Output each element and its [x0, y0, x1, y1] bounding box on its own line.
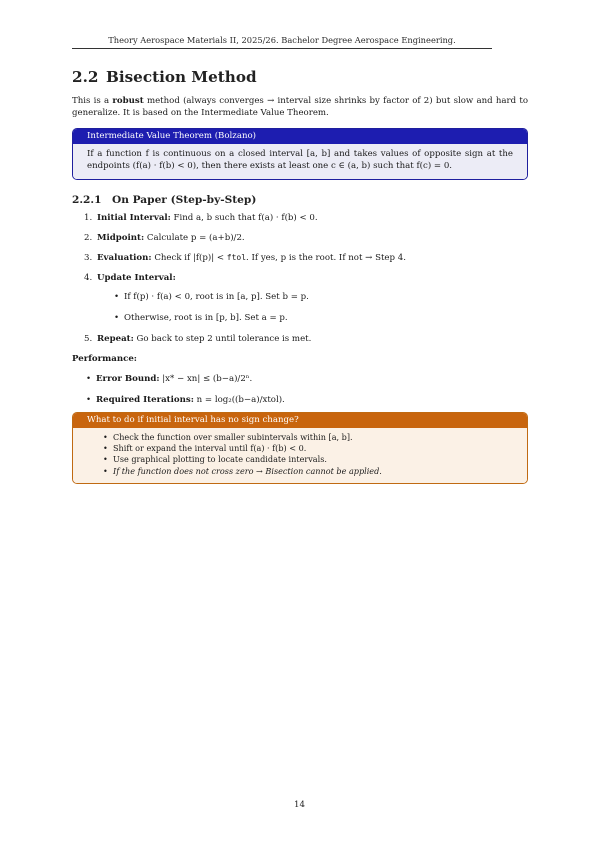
step-number: 4.: [84, 273, 93, 283]
code-ftol: ftol: [226, 253, 247, 262]
subsection-title: On Paper (Step-by-Step): [112, 194, 257, 206]
running-header: Theory Aerospace Materials II, 2025/26. Bachelor Degree Aerospace Engineering.: [72, 35, 492, 49]
intro-paragraph: [72, 95, 528, 120]
step-label: Update Interval:: [97, 273, 176, 283]
page-number: 14: [294, 800, 305, 810]
bullet-icon: •: [103, 443, 108, 454]
step-item: [84, 253, 528, 263]
bullet-icon: •: [86, 395, 92, 405]
tip-item: [103, 443, 513, 454]
bullet-item: [114, 313, 528, 323]
performance-label: Required Iterations:: [96, 395, 194, 405]
intro-text-pre: This is a: [72, 96, 113, 106]
tip-box-title: What to do if initial interval has no sign change?: [73, 413, 527, 428]
tip-box-body: [73, 428, 527, 483]
theorem-box: [72, 128, 528, 180]
bullet-item: [114, 292, 528, 302]
performance-list: [86, 374, 528, 405]
tip-text: If the function does not cross zero → Bisection cannot be applied.: [113, 465, 382, 476]
bullet-icon: •: [114, 313, 120, 323]
page-content: [72, 68, 528, 484]
tip-item: [103, 466, 513, 477]
section-title: Bisection Method: [106, 68, 257, 86]
theorem-box-title: Intermediate Value Theorem (Bolzano): [73, 129, 527, 144]
bullet-icon: •: [103, 432, 108, 442]
performance-heading: Performance:: [72, 354, 137, 364]
step-text: . If yes, p is the root. If not → Step 4.: [246, 253, 406, 263]
performance-label: Error Bound:: [96, 374, 160, 384]
section-number: 2.2: [72, 68, 99, 86]
bullet-text: Otherwise, root is in [p, b]. Set a = p.: [124, 313, 288, 323]
step-item: [84, 273, 528, 323]
step-text: Calculate p = (a+b)/2.: [144, 233, 245, 243]
step-label: Evaluation:: [97, 253, 152, 263]
performance-item: [86, 374, 528, 384]
bullet-icon: •: [114, 292, 120, 302]
bullet-icon: •: [103, 465, 108, 476]
bullet-icon: •: [103, 454, 108, 465]
step-item: [84, 334, 528, 344]
theorem-box-body: If a function f is continuous on a closed interval [a, b] and takes values of opposite sign at the endpoints (f(a) · f(b) < 0), then there exists at least one c ∈ (a, b) such that f(c) = 0.: [73, 144, 527, 179]
step-item: [84, 233, 528, 243]
section-heading: [72, 68, 528, 86]
step-number: 5.: [84, 334, 93, 344]
step-label: Repeat:: [97, 334, 134, 344]
step-text: Find a, b such that f(a) · f(b) < 0.: [170, 213, 318, 223]
step-number: 3.: [84, 253, 93, 263]
subsection-number: 2.2.1: [72, 194, 102, 206]
tip-text: Shift or expand the interval until f(a) · f(b) < 0.: [113, 443, 307, 454]
update-bullets: [114, 292, 528, 323]
step-text: Check if |f(p)| <: [151, 253, 227, 263]
tip-item: [103, 454, 513, 465]
step-number: 1.: [84, 213, 93, 223]
step-label: Midpoint:: [97, 233, 145, 243]
step-item: [84, 213, 528, 223]
intro-bold-word: robust: [112, 96, 144, 106]
performance-text: n = log₂((b−a)/xtol).: [193, 395, 285, 405]
steps-list: [72, 213, 528, 344]
performance-item: [86, 395, 528, 405]
step-label: Initial Interval:: [97, 213, 171, 223]
bullet-text: If f(p) · f(a) < 0, root is in [a, p]. Set b = p.: [124, 292, 309, 302]
intro-text-post: method (always converges → interval size shrinks by factor of 2) but slow and hard to generalize. It is based on the Intermediate Value Theorem.: [72, 96, 528, 119]
subsection-heading: [72, 194, 528, 206]
tip-box: [72, 412, 528, 484]
step-text: Go back to step 2 until tolerance is met.: [133, 334, 312, 344]
tip-text: Check the function over smaller subintervals within [a, b].: [113, 432, 353, 442]
performance-text: |x* − xn| ≤ (b−a)/2ⁿ.: [159, 374, 253, 384]
bullet-icon: •: [86, 374, 92, 384]
tip-text: Use graphical plotting to locate candidate intervals.: [113, 454, 327, 465]
step-number: 2.: [84, 233, 93, 243]
tip-item: [103, 432, 513, 443]
